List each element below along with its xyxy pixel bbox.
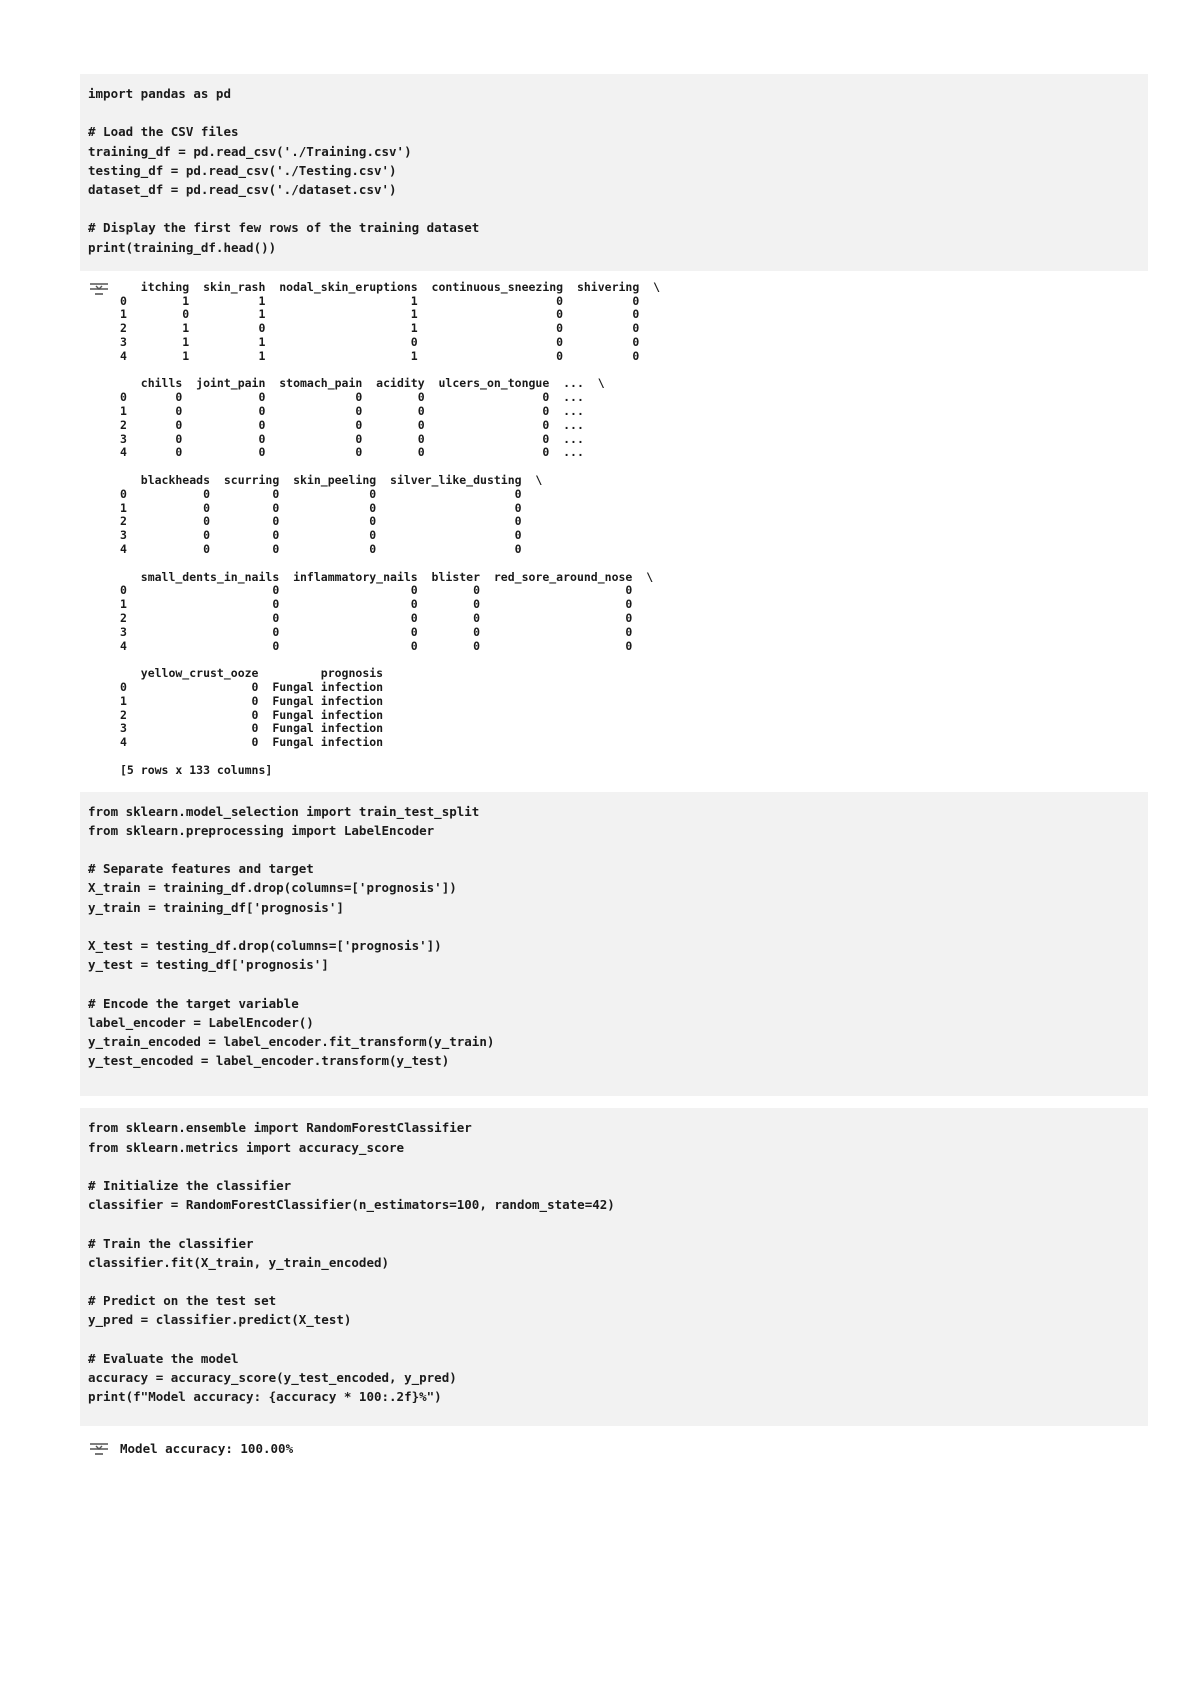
code-source[interactable]: from sklearn.model_selection import train_test_split from sklearn.preprocessing import LabelEncoder # Separate features and target X_train = training_df.drop(columns=['prognosis']) y_train = training_df['prognosis'] X_test = testing_df.drop(columns=['prognosis']) y_test = testing_df['prognosis'] # Encode the target variable label_encoder = LabelEncoder() y_train_encoded = label_encoder.fit_transform(y_train) y_test_encoded = label_encoder.transform(y_test) — [88, 803, 495, 1069]
output-cell-head — [80, 271, 1148, 792]
output-toggle-icon[interactable] — [88, 281, 110, 297]
code-source[interactable]: from sklearn.ensemble import RandomForestClassifier from sklearn.metrics import accuracy_score # Initialize the classifier classifier = RandomForestClassifier(n_estimators=100, random_state=42) # Train the classifier classifier.fit(X_train, y_train_encoded) # Predict on the test set y_pred = classifier.predict(X_test) # Evaluate the model accuracy = accuracy_score(y_test_encoded, y_pred) print(f"Model accuracy: {accuracy * 100:.2f}%") — [88, 1120, 615, 1405]
output-cell-accuracy — [80, 1426, 1148, 1458]
code-cell-load-csv[interactable] — [80, 74, 1148, 271]
output-text: itching skin_rash nodal_skin_eruptions continuous_sneezing shivering \ 0 1 1 1 0 0 1 0 1 1 0 0 2 1 0 1 0 0 3 1 1 0 0 0 4 1 1 1 0 0 chills joint_pain stomach_pain acidity ulcers_on_tongue ... \ 0 0 0 0 0 0 ... 1 0 0 0 0 0 ... 2 0 0 0 0 0 ... 3 0 0 0 0 0 ... 4 0 0 0 0 0 ... blackheads scurring skin_peeling silver_like_dusting \ 0 0 0 0 0 1 0 0 0 0 2 0 0 0 0 3 0 0 0 0 4 0 0 0 0 small_dents_in_nails inflammatory_nails blister red_sore_around_nose \ 0 0 0 0 0 1 0 0 0 0 2 0 0 0 0 3 0 0 0 0 4 0 0 0 0 yellow_crust_ooze prognosis 0 0 Fungal infection 1 0 Fungal infection 2 0 Fungal infection 3 0 Fungal infection 4 0 Fungal infection [5 rows x 133 columns] — [120, 279, 661, 777]
code-cell-preprocess[interactable] — [80, 792, 1148, 1097]
code-cell-train[interactable] — [80, 1108, 1148, 1426]
output-text: Model accuracy: 100.00% — [120, 1441, 294, 1457]
code-source[interactable]: import pandas as pd # Load the CSV files training_df = pd.read_csv('./Training.csv') testing_df = pd.read_csv('./Testing.csv') dataset_df = pd.read_csv('./dataset.csv') # Display the first few rows of the training dataset print(training_df.head()) — [88, 86, 480, 255]
output-toggle-icon[interactable] — [88, 1441, 110, 1457]
notebook — [80, 74, 1148, 1458]
